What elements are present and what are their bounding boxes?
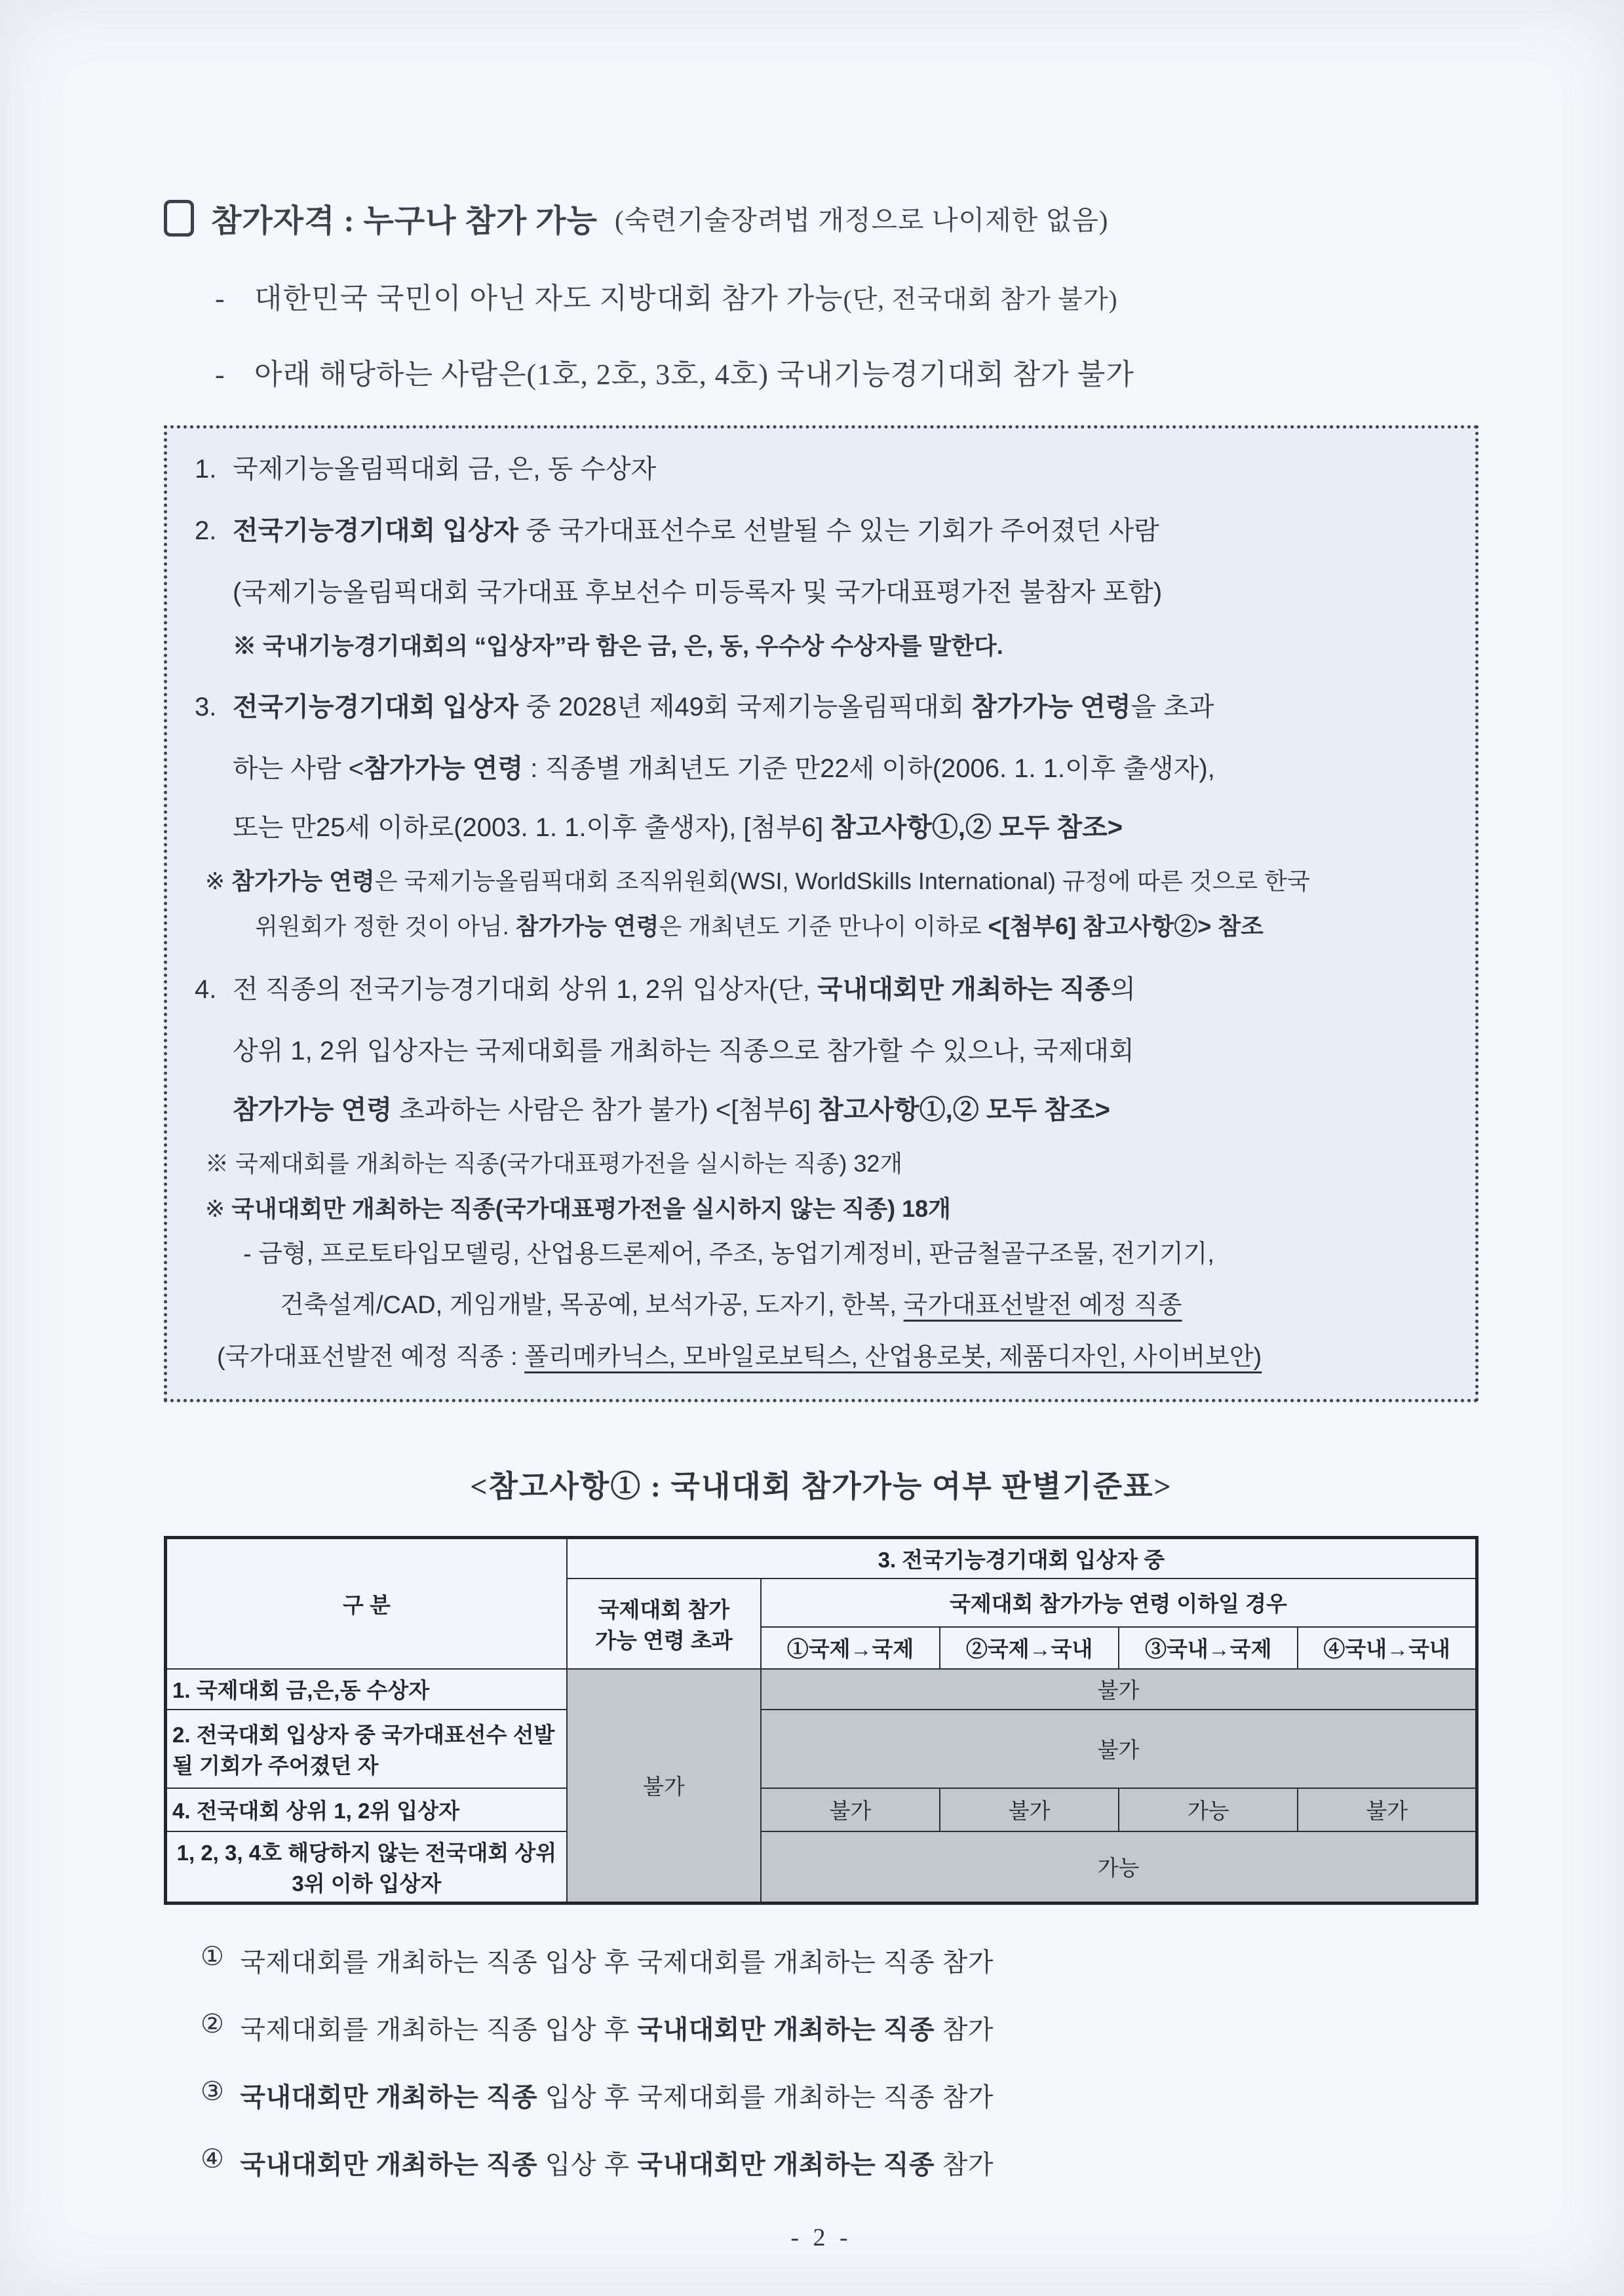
list-item [201,2144,1479,2181]
text-segment: 의 [1110,974,1136,1004]
text-segment: 하는 사람 < [233,754,364,784]
list-item [201,2009,1479,2046]
list-item-text [240,2009,994,2046]
header-age-exceed-line1: 국제대회 참가 [598,1597,730,1622]
circled-number-icon: ④ [201,2145,225,2174]
text-segment: 참가가능 연령 [364,754,524,784]
text-segment: 참가가능 연령 [231,868,375,895]
rule-number: 1. [195,455,217,484]
text-segment: - 금형, 프로토타입모델링, 산업용드론제어, 주조, 농업기계정비, 판금철골구조물, 전기기기, [243,1240,1214,1268]
dash-item-text: 아래 해당하는 사람은(1호, 2호, 3호, 4호) 국내기능경기대회 참가 불가 [254,358,1134,391]
result-cell: 가능 [1119,1788,1298,1831]
header-cell-topspan: 3. 전국기능경기대회 입상자 중 [567,1537,1477,1578]
text-segment: 참가가능 연령 [971,693,1131,722]
header-cell-case1: ①국제→국제 [761,1627,940,1669]
row-label: 1. 국제대회 금,은,동 수상자 [166,1669,567,1710]
text-segment: 참가가능 연령 [233,1095,392,1124]
rule-number: 4. [195,974,217,1004]
table-row [166,1710,1477,1788]
text-segment: 전국기능경기대회 입상자 [233,693,519,722]
rule-item-4-detail [195,1291,1449,1321]
rule-item-2-note [195,632,1449,660]
rule-item-4-detail [195,1240,1449,1270]
text-segment: 전국기능경기대회 입상자 [233,516,519,545]
text-segment: 국내대회만 개최하는 직종 [637,2016,935,2045]
result-cell: 불가 [761,1710,1477,1788]
page-number: - 2 - [790,2224,852,2252]
text-segment: 을 초과 [1131,693,1214,722]
text-segment: 입상 후 [537,2151,638,2180]
text-segment: : 직종별 개최년도 기준 만22세 이하(2006. 1. 1.이후 출생자), [523,754,1215,784]
rule-item-1 [195,453,1449,485]
rule-item-3-note-cont [195,912,1449,940]
text-segment: 위원회가 정한 것이 아님. [255,913,516,940]
text-segment: 폴리메카닉스, 모바일로보틱스, 산업용로봇, 제품디자인, 사이버보안) [524,1343,1262,1371]
text-segment: 국내대회만 개최하는 직종(국가대표평가전을 실시하지 않는 직종) 18개 [231,1195,951,1222]
circled-number-icon: ③ [201,2077,225,2107]
row-label: 4. 전국대회 상위 1, 2위 입상자 [166,1788,567,1831]
table-row [166,1788,1477,1831]
table-title: <참고사항① : 국내대회 참가가능 여부 판별기준표> [470,1469,1172,1503]
text-segment: 참가가능 연령 [515,913,659,940]
text-segment: ※ [205,1195,232,1222]
rule-item-3-note [195,867,1449,895]
text-segment: 국내대회만 개최하는 직종 [817,974,1111,1004]
text-segment: 전 직종의 전국기능경기대회 상위 1, 2위 입상자(단, [233,974,817,1004]
header-cell-case3: ③국내→국제 [1119,1627,1298,1669]
text-segment: 국제기능올림픽대회 금, 은, 동 수상자 [233,455,657,484]
text-segment: 상위 1, 2위 입상자는 국제대회를 개최하는 직종으로 참가할 수 있으나, 국제대회 [233,1036,1134,1065]
table-row [166,1669,1477,1710]
header-cell-case2: ②국제→국내 [940,1627,1119,1669]
text-segment: > [1094,1095,1110,1124]
text-segment: 건축설계/CAD, 게임개발, 목공예, 보석가공, 도자기, 한복, [280,1291,904,1319]
header-age-exceed-line2: 가능 연령 초과 [595,1628,733,1653]
text-segment: ※ 국내기능경기대회의 “입상자”라 함은 금, 은, 동, 우수상 수상자를 말한다. [233,632,1003,659]
text-segment: 국제대회를 개최하는 직종 입상 후 [240,2016,638,2045]
result-cell: 불가 [1298,1788,1477,1831]
circled-number-icon: ② [201,2010,225,2039]
text-segment: > [1107,813,1123,843]
result-cell: 불가 [761,1669,1477,1710]
text-segment: 또는 만25세 이하로(2003. 1. 1.이후 출생자), [첨부6] [233,813,831,843]
dash-icon: - [215,282,225,315]
dash-item-paren: (단, 전국대회 참가 불가) [843,286,1118,314]
row-label: 2. 전국대회 입상자 중 국가대표선수 선발될 기회가 주어졌던 자 [166,1710,567,1788]
text-segment: 참가 [935,2016,994,2045]
header-cell-age-under: 국제대회 참가가능 연령 이하일 경우 [761,1578,1477,1627]
rule-item-3 [195,691,1449,723]
list-item-text [240,2144,994,2181]
rule-item-3-cont [195,812,1449,843]
list-item [201,1942,1479,1979]
headline-text: 참가자격 : 누구나 참가 가능 [211,204,598,239]
list-item-text [240,1942,994,1979]
text-segment: 은 개최년도 기준 만나이 이하로 [659,913,988,940]
text-segment: 국제대회를 개최하는 직종 입상 후 국제대회를 개최하는 직종 참가 [240,1948,994,1978]
rule-item-2-cont [195,577,1449,608]
dash-icon: - [215,358,225,391]
text-segment: ※ 국제대회를 개최하는 직종(국가대표평가전을 실시하는 직종) 32개 [205,1149,903,1177]
headline-paren: (숙련기술장려법 개정으로 나이제한 없음) [615,205,1109,235]
header-cell-case4: ④국내→국내 [1298,1627,1477,1669]
text-segment: 국내대회만 개최하는 직종 [637,2151,935,2180]
text-segment: 참고사항①,② 모두 참조 [830,813,1108,843]
text-segment: 참가 [935,2151,994,2180]
rule-item-4 [195,974,1449,1005]
text-segment: 국가대표선발전 예정 직종 [903,1291,1182,1319]
text-segment: 중 국가대표선수로 선발될 수 있는 기회가 주어졌던 사람 [518,516,1159,545]
result-cell: 불가 [940,1788,1119,1831]
headline [164,195,1479,240]
dash-item [215,351,1479,392]
text-segment: (국가대표선발전 예정 직종 : [217,1343,525,1371]
rules-box [164,425,1479,1402]
rule-item-4-cont [195,1035,1449,1067]
text-segment: ※ [205,868,232,895]
text-segment: 입상 후 국제대회를 개최하는 직종 참가 [537,2083,994,2113]
rule-item-3-cont [195,753,1449,784]
result-cell: 가능 [761,1831,1477,1904]
intro-section [164,195,1479,392]
text-segment: 중 2028년 제49회 국제기능올림픽대회 [518,693,972,722]
rule-item-4-detail [195,1343,1449,1373]
circled-notes-list [164,1942,1479,2181]
text-segment: 국내대회만 개최하는 직종 [240,2151,538,2180]
rule-item-2 [195,515,1449,546]
checkbox-bullet-icon [164,200,194,237]
header-cell-age-exceed [567,1578,761,1669]
rule-item-4-note [195,1195,1449,1223]
rule-number: 3. [195,693,217,722]
rule-item-4-cont [195,1094,1449,1126]
dash-item [215,275,1479,316]
exceed-result-cell: 불가 [567,1669,761,1904]
circled-number-icon: ① [201,1942,225,1972]
text-segment: <[첨부6] 참고사항②> 참조 [988,913,1264,940]
dash-item-text: 대한민국 국민이 아닌 자도 지방대회 참가 가능 [254,282,843,315]
text-segment: 은 국제기능올림픽대회 조직위원회(WSI, WorldSkills International) 규정에 따른 것으로 한국 [374,868,1310,895]
text-segment: 참고사항①,② 모두 참조 [818,1095,1095,1124]
criteria-table [164,1536,1479,1905]
list-item [201,2076,1479,2114]
rule-number: 2. [195,516,217,545]
result-cell: 불가 [761,1788,940,1831]
header-cell-category: 구 분 [166,1537,567,1669]
table-row [166,1831,1477,1904]
rule-item-4-note [195,1149,1449,1177]
row-label: 1, 2, 3, 4호 해당하지 않는 전국대회 상위 3위 이하 입상자 [166,1831,567,1904]
text-segment: (국제기능올림픽대회 국가대표 후보선수 미등록자 및 국가대표평가전 불참자 포함) [233,578,1163,607]
text-segment: 초과하는 사람은 참가 불가) <[첨부6] [391,1095,819,1124]
text-segment: 국내대회만 개최하는 직종 [240,2083,538,2113]
list-item-text [240,2076,994,2114]
